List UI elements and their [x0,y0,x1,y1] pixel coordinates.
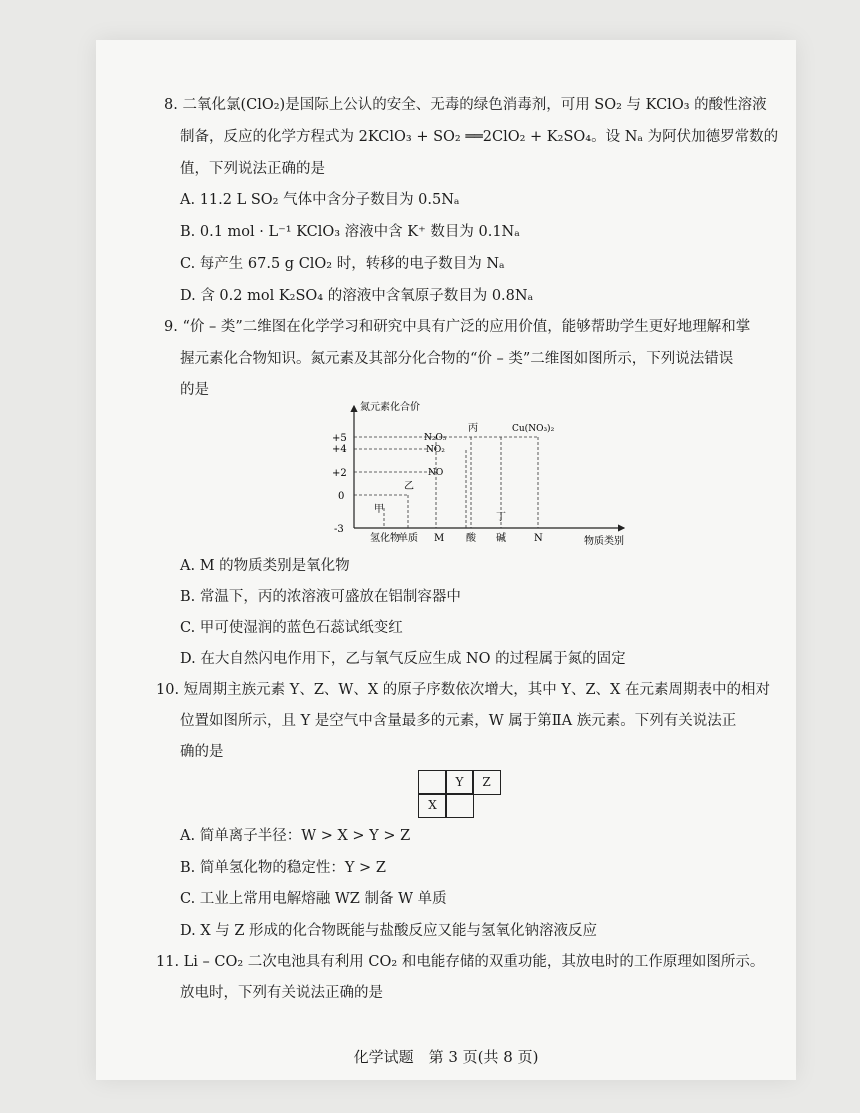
cell-x: X [418,793,447,818]
xcat-hydride: 氢化物 [370,533,400,544]
ytick-p5: +5 [332,433,347,444]
point-n2o5: N₂O₅ [424,433,447,443]
xcat-base: 碱 [496,533,506,544]
q9-stem-line2: 握元素化合物知识。氮元素及其部分化合物的“价 – 类”二维图如图所示，下列说法错误 [180,351,734,367]
q9-option-d: D. 在大自然闪电作用下，乙与氧气反应生成 NO 的过程属于氮的固定 [180,651,626,667]
q8-option-c: C. 每产生 67.5 g ClO₂ 时，转移的电子数目为 Nₐ [180,256,505,272]
q8-option-b: B. 0.1 mol · L⁻¹ KClO₃ 溶液中含 K⁺ 数目为 0.1Nₐ [180,224,520,240]
ytick-m3: -3 [334,524,344,535]
q10-stem-line2: 位置如图所示，且 Y 是空气中含量最多的元素，W 属于第ⅡA 族元素。下列有关说法正 [180,713,737,729]
exam-page [96,40,796,1080]
q9-stem-line3: 的是 [180,382,209,398]
ytick-0: 0 [338,491,345,502]
cell-bottom-empty [445,793,474,818]
q9-option-a: A. M 的物质类别是氧化物 [180,558,350,574]
xcat-n: N [534,533,543,544]
q10-option-d: D. X 与 Z 形成的化合物既能与盐酸反应又能与氢氧化钠溶液反应 [180,923,598,939]
point-no: NO [428,468,444,478]
q10-option-a: A. 简单离子半径：W > X > Y > Z [180,828,411,844]
y-axis-label: 氮元素化合价 [360,402,420,413]
q8-stem-line2: 制备，反应的化学方程式为 2KClO₃ + SO₂ ══2ClO₂ + K₂SO₄。设 Nₐ 为阿伏加德罗常数的 [180,129,779,145]
ytick-p2: +2 [332,468,347,479]
q10-option-b: B. 简单氢化物的稳定性：Y > Z [180,860,386,876]
q8-option-d: D. 含 0.2 mol K₂SO₄ 的溶液中含氧原子数目为 0.8Nₐ [180,288,534,304]
page-footer: 化学试题 第 3 页(共 8 页) [353,1048,539,1066]
xcat-m: M [434,533,445,544]
q11-stem-line1: 11. Li – CO₂ 二次电池具有利用 CO₂ 和电能存储的双重功能，其放电时的工作原理如图所示。 [156,954,765,970]
point-no2: NO₂ [426,445,445,455]
cell-z: Z [472,770,501,795]
q9-stem-line1: 9. “价 – 类”二维图在化学学习和研究中具有广泛的应用价值，能够帮助学生更好地理解和掌 [164,319,751,335]
q9-option-c: C. 甲可使湿润的蓝色石蕊试纸变红 [180,620,403,636]
point-cuno3: Cu(NO₃)₂ [512,424,555,434]
point-jia: 甲 [374,504,384,515]
q8-stem-line3: 值，下列说法正确的是 [180,161,325,177]
xcat-acid: 酸 [466,533,476,544]
point-ding: 丁 [496,512,506,523]
cell-y: Y [445,770,474,795]
q10-stem-line3: 确的是 [180,744,224,760]
q10-option-c: C. 工业上常用电解熔融 WZ 制备 W 单质 [180,891,447,907]
valence-class-diagram [316,398,636,548]
q8-option-a: A. 11.2 L SO₂ 气体中含分子数目为 0.5Nₐ [180,192,460,208]
q8-stem-line1: 8. 二氧化氯(ClO₂)是国际上公认的安全、无毒的绿色消毒剂，可用 SO₂ 与 KClO₃ 的酸性溶液 [164,97,767,113]
point-yi: 乙 [404,481,414,492]
ytick-p4: +4 [332,444,347,455]
q9-option-b: B. 常温下，丙的浓溶液可盛放在铝制容器中 [180,589,461,605]
cell-top-empty [418,770,447,795]
x-axis-label: 物质类别 [584,536,624,547]
point-bing: 丙 [468,423,478,434]
q11-stem-line2: 放电时，下列有关说法正确的是 [180,985,383,1001]
xcat-element: 单质 [398,533,418,544]
q10-stem-line1: 10. 短周期主族元素 Y、Z、W、X 的原子序数依次增大，其中 Y、Z、X 在元素周期表中的相对 [156,682,770,698]
